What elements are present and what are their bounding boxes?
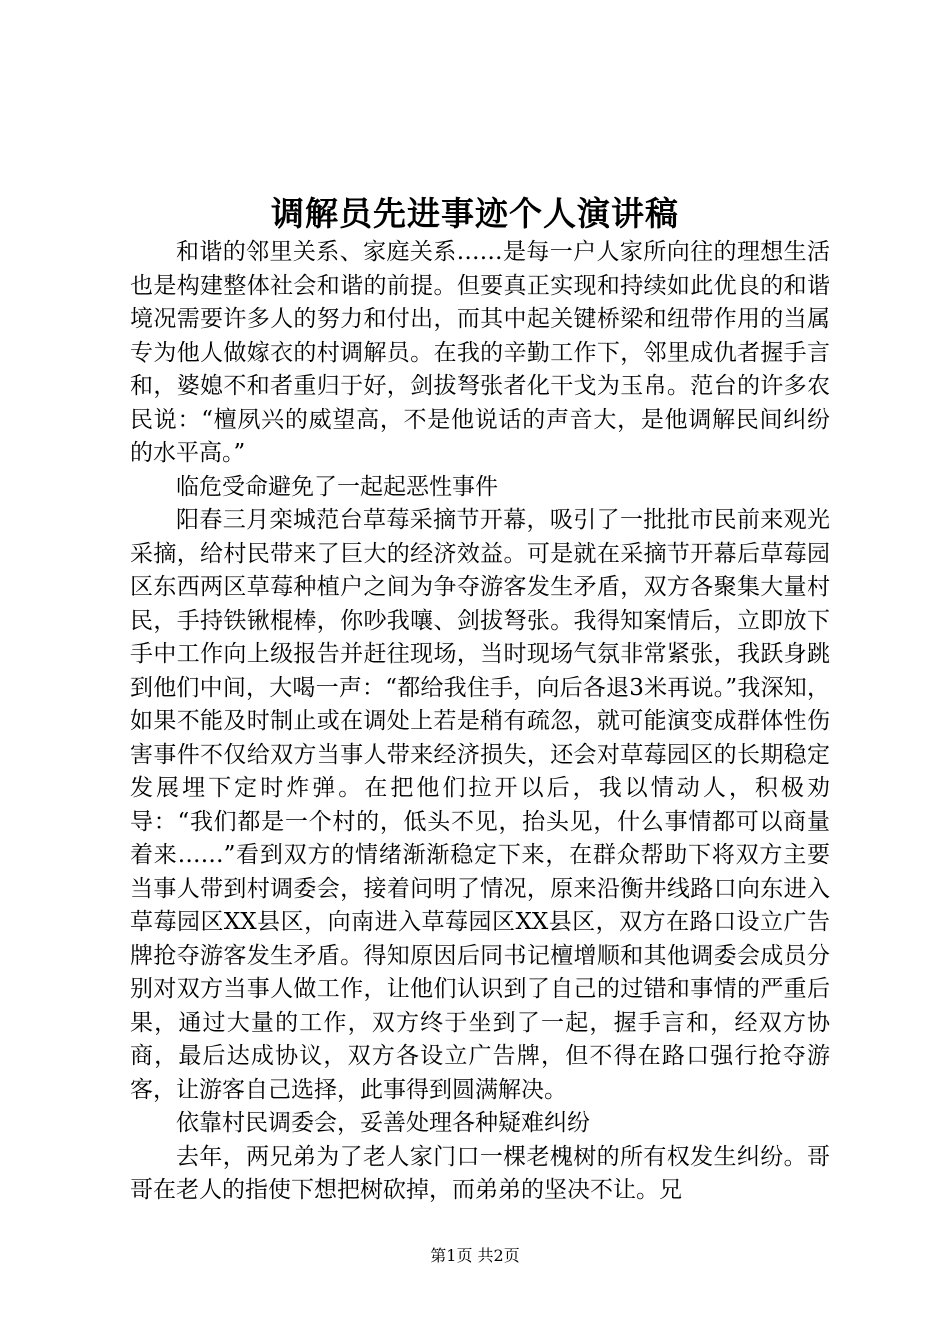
section-heading-mediation: 依靠村民调委会，妥善处理各种疑难纠纷 [176, 1110, 590, 1136]
document-title: 调解员先进事迹个人演讲稿 [271, 194, 679, 233]
paragraph-intro: 和谐的邻里关系、家庭关系……是每一户人家所向往的理想生活也是构建整体社会和谐的前提。但要真正实现和持续如此优良的和谐境况需要许多人的努力和付出，而其中起关键桥梁和纽带作用的当属专为他人做嫁衣的村调解员。在我的辛勤工作下，邻里成仇者握手言和，婆媳不和者重归于好，剑拔弩张者化干戈为玉帛。范台的许多农民说：“檀夙兴的威望高，不是他说话的声音大，是他调解民间纠纷的水平高。” [130, 239, 830, 466]
document-body [130, 236, 830, 1208]
paragraph-strawberry-dispute: 阳春三月栾城范台草莓采摘节开幕，吸引了一批批市民前来观光采摘，给村民带来了巨大的经济效益。可是就在采摘节开幕后草莓园区东西两区草莓种植户之间为争夺游客发生矛盾，双方各聚集大量村民，手持铁锹棍棒，你吵我嚷、剑拔弩张。我得知案情后，立即放下手中工作向上级报告并赶往现场，当时现场气氛非常紧张，我跃身跳到他们中间，大喝一声：“都给我住手，向后各退3米再说。”我深知，如果不能及时制止或在调处上若是稍有疏忽，就可能演变成群体性伤害事件不仅给双方当事人带来经济损失，还会对草莓园区的长期稳定发展埋下定时炸弹。在把他们拉开以后，我以情动人，积极劝导：“我们都是一个村的，低头不见，抬头见，什么事情都可以商量着来……”看到双方的情绪渐渐稳定下来，在群众帮助下将双方主要当事人带到村调委会，接着问明了情况，原来沿衡井线路口向东进入草莓园区XX县区，向南进入草莓园区XX县区，双方在路口设立广告牌抢夺游客发生矛盾。得知原因后同书记檀增顺和其他调委会成员分别对双方当事人做工作，让他们认识到了自己的过错和事情的严重后果，通过大量的工作，双方终于坐到了一起，握手言和，经双方协商，最后达成协议，双方各设立广告牌，但不得在路口强行抢夺游客，让游客自己选择，此事得到圆满解决。 [130, 507, 830, 1103]
paragraph-brothers-dispute: 去年，两兄弟为了老人家门口一棵老槐树的所有权发生纠纷。哥哥在老人的指使下想把树砍掉，而弟弟的坚决不让。兄 [130, 1143, 830, 1203]
page-number-footer: 第1页 共2页 [430, 1246, 520, 1265]
section-heading-crisis: 临危受命避免了一起起恶性事件 [176, 473, 498, 500]
